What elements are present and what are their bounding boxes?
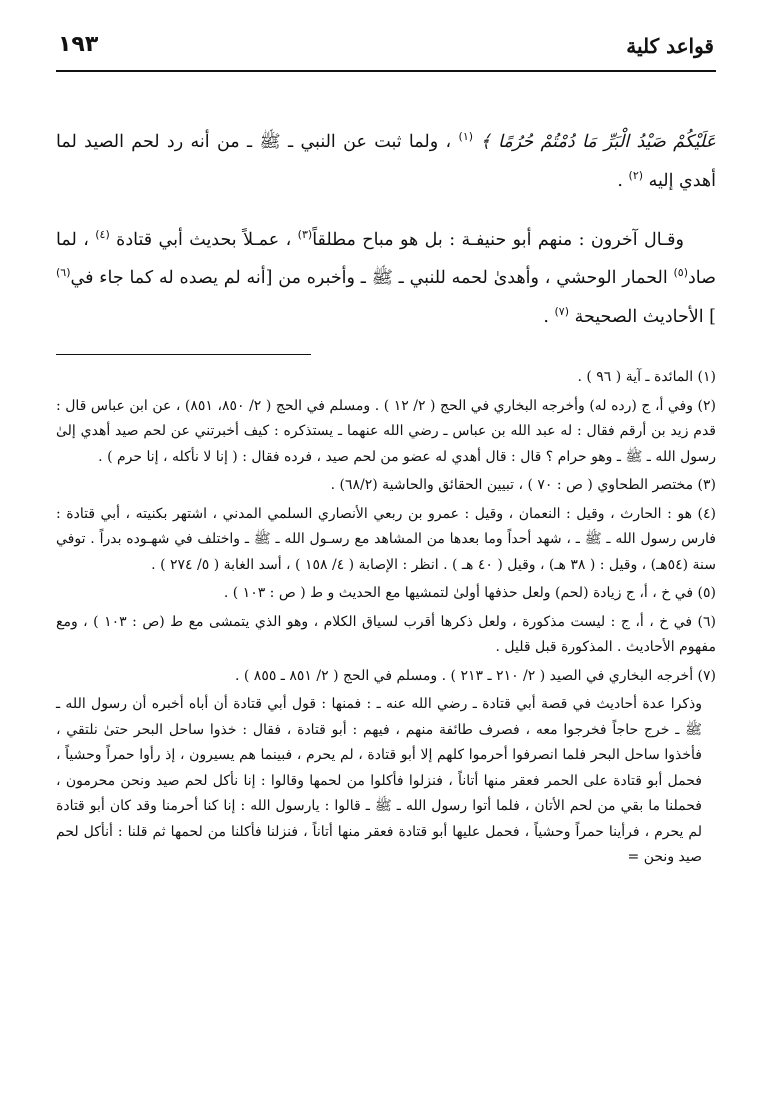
footnote-2: (٢) وفي أ، ج (رده له) وأخرجه البخاري في الحج ( ٢/ ١٢ ) . ومسلم في الحج ( ٢/ ٨٥٠، ٨٥١) ، عن ابن عباس قال : قدم زيد بن أرقم فقال : له عبد الله بن عباس ـ رضي الله عنهما ـ يستذكره : كيف أخبرتني عن لحم صيد أهدي إلىٰ رسول الله ـ ﷺ ـ وهو حرام ؟ قال : قال أهدي له عضو من لحم صيد ، فرده فقال : ( إنا لا نأكله ، إنا حرم ) . (56, 397, 716, 465)
paragraph-1-text: ، ولما ثبت عن النبي ـ ﷺ ـ من أنه رد لحم الصيد لما أهدي إليه (56, 131, 716, 191)
footnote-5: (٥) في خ ، أ، ج زيادة (لحم) ولعل حذفها أولىٰ لتمشيها مع الحديث و ط ( ص : ١٠٣ ) . (223, 585, 716, 602)
footnotes (56, 365, 716, 871)
page-header (56, 30, 716, 72)
footnote-ref-1[interactable]: (١) (458, 130, 474, 143)
footnote-3: (٣) مختصر الطحاوي ( ص : ٧٠ ) ، تبيين الحقائق والحاشية (٦٨/٢) . (330, 477, 716, 494)
paragraph-2 (56, 218, 716, 334)
quran-verse: عَلَيْكُمْ صَيْدُ الْبَرِّ مَا دُمْتُمْ حُرُمًا ﴾ (480, 131, 716, 152)
footnote-7: (٧) أخرجه البخاري في الصيد ( ٢/ ٢١٠ ـ ٢١٣ ) . ومسلم في الحج ( ٢/ ٨٥١ ـ ٨٥٥ ) . (234, 667, 716, 684)
footnote-ref-4[interactable]: (٤) (95, 227, 110, 241)
footnote-1: (١) المائدة ـ آية ( ٩٦ ) . (577, 369, 716, 386)
paragraph-1 (56, 120, 716, 198)
footnote-ref-3[interactable]: (٣) (297, 227, 313, 241)
footnote-divider (56, 354, 311, 355)
paragraph-2-part-d: الحمار الوحشي ، وأهدىٰ لحمه للنبي ـ ﷺ ـ وأخبره من [أنه لم يصده له كما جاء في (70, 268, 674, 289)
paragraph-2-end: . (543, 307, 555, 328)
paragraph-1-end: . (617, 170, 629, 191)
paragraph-2-part-c: ، لما صاد (56, 229, 716, 289)
footnote-ref-5[interactable]: (٥) (673, 266, 688, 280)
main-text (56, 120, 716, 334)
footnote-ref-2[interactable]: (٢) (628, 168, 644, 182)
footnote-6: (٦) في خ ، أ، ج : ليست مذكورة ، ولعل ذكرها أقرب لسياق الكلام ، وهو الذي يتمشى مع ط (ص : ١٠٣ ) ، ومع مفهوم الأحاديث . المذكورة قبل قليل . (56, 613, 716, 656)
paragraph-2-part-e: ] الأحاديث الصحيحة (569, 307, 716, 328)
footnote-7-continuation: وذكرا عدة أحاديث في قصة أبي قتادة ـ رضي الله عنه ـ : فمنها : قول أبي قتادة أن أباه أخبره أن رسول الله ـ ﷺ ـ خرج حاجاً فخرجوا معه ، فصرف طائفة منهم ، فيهم : أبو قتادة ، فقال : خذوا ساحل البحر حتىٰ نلتقي ، فأخذوا ساحل البحر فلما انصرفوا أحرموا كلهم إلا أبو قتادة ، لم يحرم ، فبينما هم يسيرون ، إذ رأوا حمراً وحشياً ، فحمل أبو قتادة على الحمر فعقر منها أتاناً ، فنزلوا فأكلوا من لحمها وقالوا : إنا نأكل لحم صيد ونحن محرمون ، فحملنا ما بقي من لحم الأتان ، فلما أتوا رسول الله ـ ﷺ ـ قالوا : يارسول الله : إنا كنا أحرمنا وقد كان أبو قتادة لم يحرم ، فرأينا حمراً وحشياً ، فحمل عليها أبو قتادة فعقر منها أتاناً ، فنزلنا فأكلنا من لحمها ثم قلنا : أنأكل لحم صيد ونحن = (56, 696, 702, 866)
footnote-ref-7[interactable]: (٧) (554, 305, 570, 319)
footnote-ref-6[interactable]: (٦) (56, 266, 71, 280)
paragraph-2-part-b: ، عمـلاً بحديث أبي قتادة (109, 229, 298, 250)
paragraph-2-part-a: وقـال آخرون : منهم أبو حنيفـة : بل هو مباح مطلقاً (312, 229, 684, 250)
footnote-4: (٤) هو : الحارث ، وقيل : النعمان ، وقيل : عمرو بن ربعي الأنصاري السلمي المدني ، اشتهر بكنيته ، أبي قتادة : فارس رسول الله ـ ﷺ ـ ، شهد أحداً وما بعدها من المشاهد مع رسـول الله ـ ﷺ ـ واختلف في شهـوده بدراً . توفي سنة (٥٤هـ) ، وقيل : ( ٣٨ هـ) ، وقيل ( ٤٠ هـ ) . انظر : الإصابة ( ٤/ ١٥٨ ) ، أسد الغابة ( ٥/ ٢٧٤ ) . (56, 505, 716, 573)
page-number: ١٩٣ (58, 32, 99, 57)
running-title: قواعد كلية (626, 34, 714, 58)
book-page (56, 30, 716, 871)
